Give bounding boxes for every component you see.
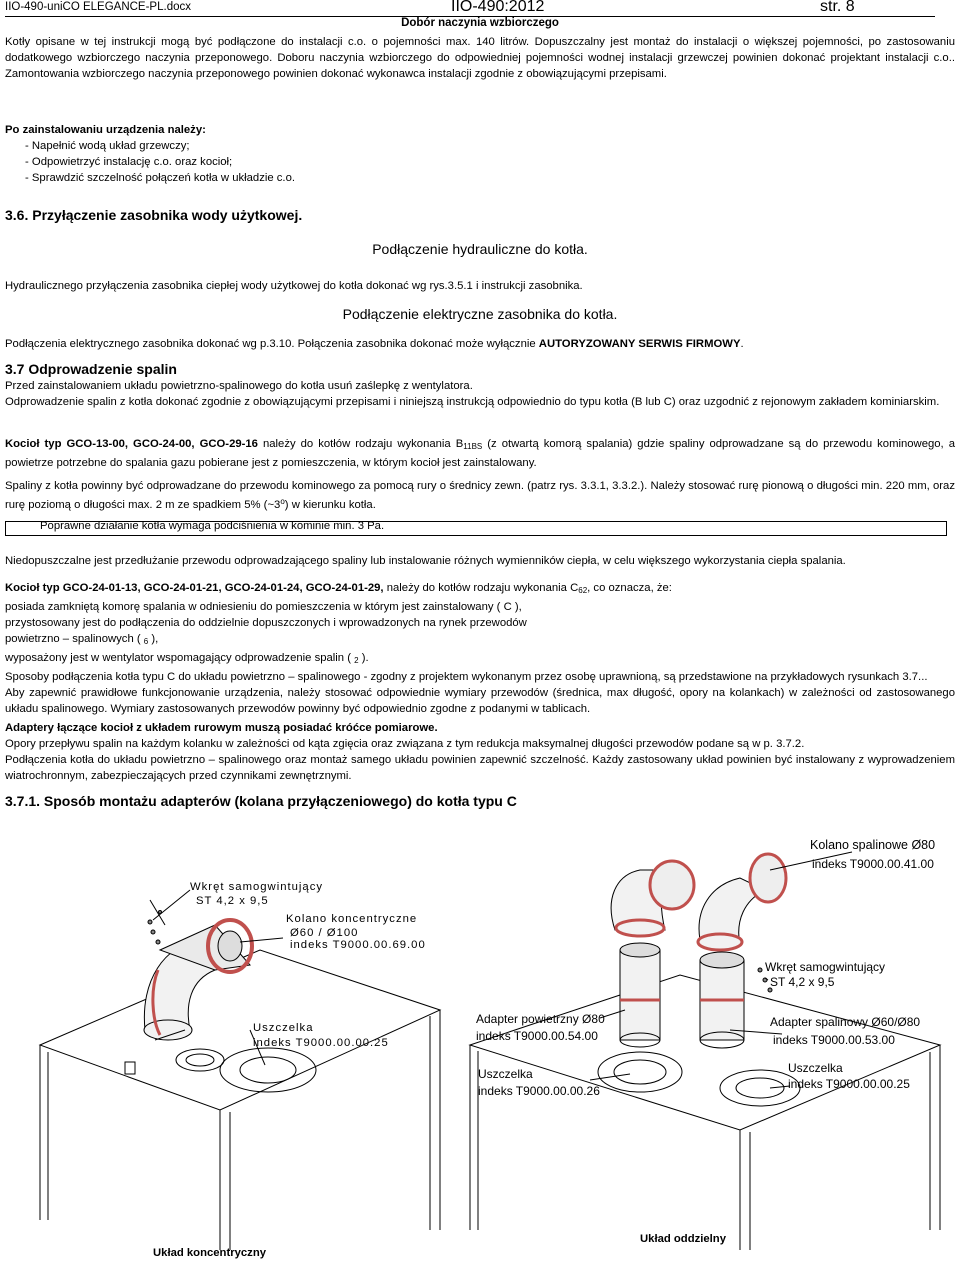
label-screw-size-left: ST 4,2 x 9,5 bbox=[196, 895, 269, 907]
caption-separate-system: Układ oddzielny bbox=[640, 1233, 726, 1245]
heading-3-6: 3.6. Przyłączenie zasobnika wody użytkowej. bbox=[5, 207, 303, 223]
label-screw-size-right: ST 4,2 x 9,5 bbox=[770, 975, 835, 989]
label-air-adapter: Adapter powietrzny Ø80 bbox=[476, 1012, 605, 1026]
label-flue-elbow-index: indeks T9000.00.41.00 bbox=[812, 857, 934, 871]
right-boiler-illustration bbox=[470, 854, 940, 1250]
label-screw-right: Wkręt samogwintujący bbox=[765, 960, 886, 974]
list-item: - Odpowietrzyć instalację c.o. oraz kocioł; bbox=[25, 156, 233, 168]
caption-concentric-system: Układ koncentryczny bbox=[153, 1247, 267, 1259]
adapters-block: Adaptery łączące kocioł z układem rurowym muszą posiadać króćce pomiarowe. Opory przepływu spalin na każdym kolanku w zależności od kąta zgięcia oraz związana z tym redukcja maksymalnej długości przewodów podane są w p. 3.7.2. Podłączenia kotła do układu powietrzno – spalinowego oraz montaż samego układu powinien zapewnić szczelność. Każdy zastosowany układ powinien być instalowany z wyprowadzeniem wiatrochronnym, zabezpieczających przed czynnikami zewnętrznymi. bbox=[5, 722, 955, 782]
hydraulic-text: Hydraulicznego przyłączenia zasobnika ciepłej wody użytkowej do kotła dokonać wg rys.3.5.1 i instrukcji zasobnika. bbox=[5, 280, 583, 292]
extension-prohibited-text: Niedopuszczalne jest przedłużanie przewodu odprowadzającego spaliny lub instalowanie różnych wymienników ciepła, w celu większego wykorzystania ciepła spalania. bbox=[5, 555, 846, 567]
heading-electric: Podłączenie elektryczne zasobnika do kotła. bbox=[342, 306, 618, 322]
after-install-heading: Po zainstalowaniu urządzenia należy: bbox=[5, 124, 206, 136]
page-number: str. 8 bbox=[820, 0, 855, 15]
after-install-list bbox=[25, 138, 955, 186]
heading-hydraulic: Podłączenie hydrauliczne do kotła. bbox=[372, 241, 588, 257]
document-code: IIO-490:2012 bbox=[451, 0, 545, 15]
label-air-adapter-index: indeks T9000.00.54.00 bbox=[476, 1029, 598, 1043]
list-item: - Napełnić wodą układ grzewczy; bbox=[25, 140, 190, 152]
section-title: Dobór naczynia wzbiorczego bbox=[401, 17, 559, 29]
label-concentric-elbow: Kolano koncentryczne bbox=[286, 913, 418, 925]
label-concentric-elbow-size: Ø60 / Ø100 bbox=[290, 927, 359, 939]
notice-text: Poprawne działanie kotła wymaga podciśnienia w kominie min. 3 Pa. bbox=[40, 520, 385, 532]
electric-text: Podłączenia elektrycznego zasobnika dokonać wg p.3.10. Połączenia zasobnika dokonać może wyłącznie AUTORYZOWANY SERWIS FIRMOWY. bbox=[5, 338, 744, 350]
label-screw-left: Wkręt samogwintujący bbox=[190, 881, 324, 893]
label-seal-index-left: indeks T9000.00.00.25 bbox=[253, 1037, 389, 1049]
list-item: - Sprawdzić szczelność połączeń kotła w układzie c.o. bbox=[25, 172, 295, 184]
flue-regulations-text: Odprowadzenie spalin z kotła dokonać zgodnie z obowiązującymi przepisami i niniejszą instrukcją odpowiednio do typu kotła (B lub C) oraz uzgodnić z rejonowym zakładem kominiarskim. bbox=[5, 396, 940, 408]
document-filename: IIO-490-uniCO ELEGANCE-PL.docx bbox=[5, 1, 191, 13]
c62-block: Kocioł typ GCO-24-01-13, GCO-24-01-21, GCO-24-01-24, GCO-24-01-29, należy do kotłów rodzaju wykonania $C_{62}$, co oznacza, że: posiada zamkniętą komorę spalania w odniesieniu do pomieszczenia w którym jest zainstalowany ( C ), przystosowany jest do podłączenia do oddzielnie dopuszczonych i wprowadzonych na rynek przewodów powietrzno – spalinowych ( $_6$ ), wyposażony jest w wentylator wspomagający odprowadzenie spalin ( $_2$ ). Sposoby podłączenia kotła typu C do układu powietrzno – spalinowego - zgodny z projektem wykonanym przez osobę uprawnioną, są przedstawione na przykładowych rysunkach 3.7... Aby zapewnić prawidłowe funkcjonowanie urządzenia, należy stosować odpowiednie wymiary przewodów (średnica, max długość, opory na kolankach) w zależności od zastosowanego układu spalinowego. Wymiary zastosowanych przewodów powinny być odpowiednio zgodne z podanymi w tablicach. bbox=[5, 582, 955, 715]
label-seal1-index: indeks T9000.00.00.26 bbox=[478, 1084, 600, 1098]
label-seal-left: Uszczelka bbox=[253, 1022, 314, 1034]
authorized-service: AUTORYZOWANY SERWIS FIRMOWY bbox=[538, 338, 741, 350]
label-concentric-elbow-index: indeks T9000.00.69.00 bbox=[290, 939, 426, 951]
heading-3-7: 3.7 Odprowadzenie spalin bbox=[5, 361, 177, 377]
chimney-paragraph: Spaliny z kotła powinny być odprowadzane do przewodu kominowego za pomocą rury o średnicy zewn. (patrz rys. 3.3.1, 3.3.2.). Należy stosować rurę pionową o długości min. 220 mm, oraz rurę poziomą o długości max. 2 m ze spadkiem 5% (~3$^o$) w kierunku kotła. bbox=[5, 480, 955, 511]
heading-3-7-1: 3.7.1. Sposób montażu adapterów (kolana przyłączeniowego) do kotła typu C bbox=[5, 793, 517, 809]
label-flue-adapter-index: indeks T9000.00.53.00 bbox=[773, 1033, 895, 1047]
label-flue-adapter: Adapter spalinowy Ø60/Ø80 bbox=[770, 1015, 921, 1029]
label-seal2: Uszczelka bbox=[788, 1061, 843, 1075]
after-install-block bbox=[5, 122, 955, 186]
label-seal1: Uszczelka bbox=[478, 1067, 533, 1081]
paragraph-expansion-vessel: Kotły opisane w tej instrukcji mogą być podłączone do instalacji c.o. o pojemności max. 140 litrów. Dopuszczalny jest montaż do instalacji o większej pojemności, po zastosowaniu dodatkowego wzbiorczego naczynia przeponowego. Doboru naczynia wzbiorczego do odpowiedniej pojemności wodnej instalacji grzewczej powinien dokonać projektant instalacji c.o.. Zamontowania wzbiorczego naczynia przeponowego powinien dokonać wykonawca instalacji zgodnie z obowiązującymi przepisami. bbox=[5, 36, 955, 80]
flue-cap-text: Przed zainstalowaniem układu powietrzno-spalinowego do kotła usuń zaślepkę z wentylatora. bbox=[5, 380, 473, 392]
label-seal2-index: indeks T9000.00.00.25 bbox=[788, 1077, 910, 1091]
b11-paragraph: Kocioł typ GCO-13-00, GCO-24-00, GCO-29-16 należy do kotłów rodzaju wykonania $B_{11BS}$ (z otwartą komorą spalania) gdzie spaliny odprowadzane są do przewodu kominowego, a powietrze potrzebne do spalania gazu pobierane jest z pomieszczenia, w którym kocioł jest zainstalowany. bbox=[5, 438, 955, 469]
label-flue-elbow: Kolano spalinowe Ø80 bbox=[810, 838, 936, 852]
